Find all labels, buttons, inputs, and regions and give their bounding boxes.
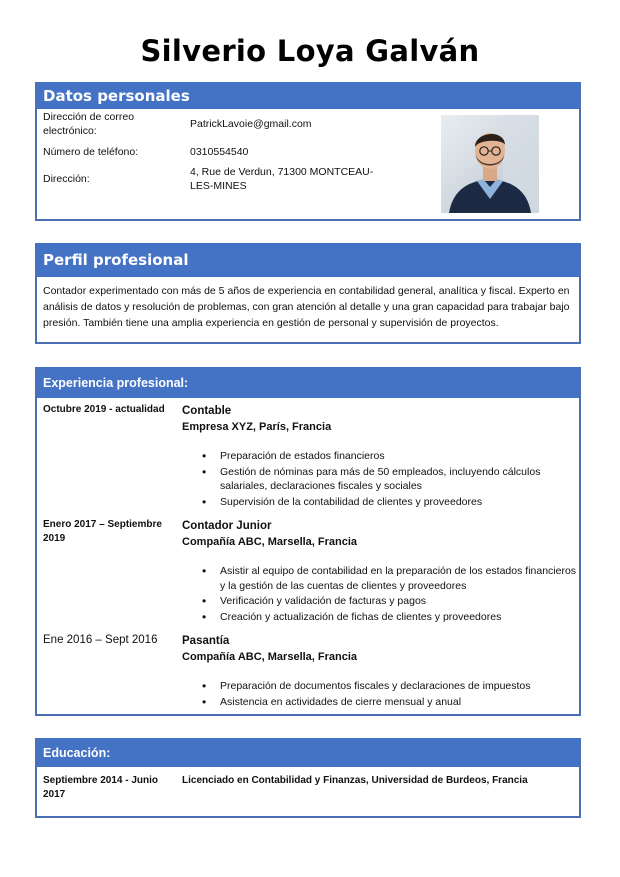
phone-label: Número de teléfono: <box>43 146 139 158</box>
address-value: 4, Rue de Verdun, 71300 MONTCEAU-LES-MINES <box>190 166 374 192</box>
job-date: Enero 2017 – Septiembre 2019 <box>43 519 162 544</box>
profile-photo <box>441 115 539 213</box>
list-item: • Preparación de estados financieros <box>182 449 577 464</box>
phone-value: 0310554540 <box>190 146 249 158</box>
job-date: Octubre 2019 - actualidad <box>43 404 165 415</box>
email-value: PatrickLavoie@gmail.com <box>190 118 312 130</box>
experience-section <box>35 367 581 716</box>
list-item: • Asistencia en actividades de cierre mensual y anual <box>182 695 577 710</box>
job-date: Ene 2016 – Sept 2016 <box>43 634 158 646</box>
list-item: • Creación y actualización de fichas de clientes y proveedores <box>182 610 577 625</box>
job-title: Contador Junior <box>182 520 272 532</box>
education-heading: Educación: <box>37 738 579 767</box>
job-bullets <box>182 679 577 709</box>
address-label: Dirección: <box>43 173 90 185</box>
experience-heading: Experiencia profesional: <box>37 367 579 398</box>
education-date: Septiembre 2014 - Junio 2017 <box>43 775 159 800</box>
job-company: Empresa XYZ, París, Francia <box>182 421 332 433</box>
job-bullets <box>182 449 577 509</box>
personal-data-heading: Datos personales <box>37 82 579 109</box>
job-title: Contable <box>182 405 232 417</box>
job-bullets <box>182 564 577 624</box>
cv-name: Silverio Loya Galván <box>140 34 480 68</box>
list-item: • Preparación de documentos fiscales y declaraciones de impuestos <box>182 679 577 694</box>
education-description: Licenciado en Contabilidad y Finanzas, Universidad de Burdeos, Francia <box>182 775 528 786</box>
profile-text: Contador experimentado con más de 5 años de experiencia en contabilidad general, analítica y fiscal. Experto en análisis de datos y resolución de problemas, con gran atención al detalle y una gran capacidad para trabajar bajo presión. También tiene una amplia experiencia en gestión de personal y supervisión de proyectos. <box>43 285 570 329</box>
profile-heading: Perfil profesional <box>37 243 579 277</box>
list-item: • Supervisión de la contabilidad de clientes y proveedores <box>182 495 577 510</box>
email-label: Dirección de correo electrónico: <box>43 111 135 137</box>
personal-data-section <box>35 82 581 221</box>
list-item: • Asistir al equipo de contabilidad en la preparación de los estados financieros y la gestión de las cuentas de clientes y proveedores <box>182 564 577 593</box>
job-company: Compañía ABC, Marsella, Francia <box>182 536 358 548</box>
job-title: Pasantía <box>182 635 230 647</box>
list-item: • Verificación y validación de facturas y pagos <box>182 594 577 609</box>
education-section <box>35 738 581 818</box>
profile-section <box>35 243 581 344</box>
job-company: Compañía ABC, Marsella, Francia <box>182 651 358 663</box>
list-item: • Gestión de nóminas para más de 50 empleados, incluyendo cálculos salariales, declaraciones fiscales y sociales <box>182 465 577 494</box>
